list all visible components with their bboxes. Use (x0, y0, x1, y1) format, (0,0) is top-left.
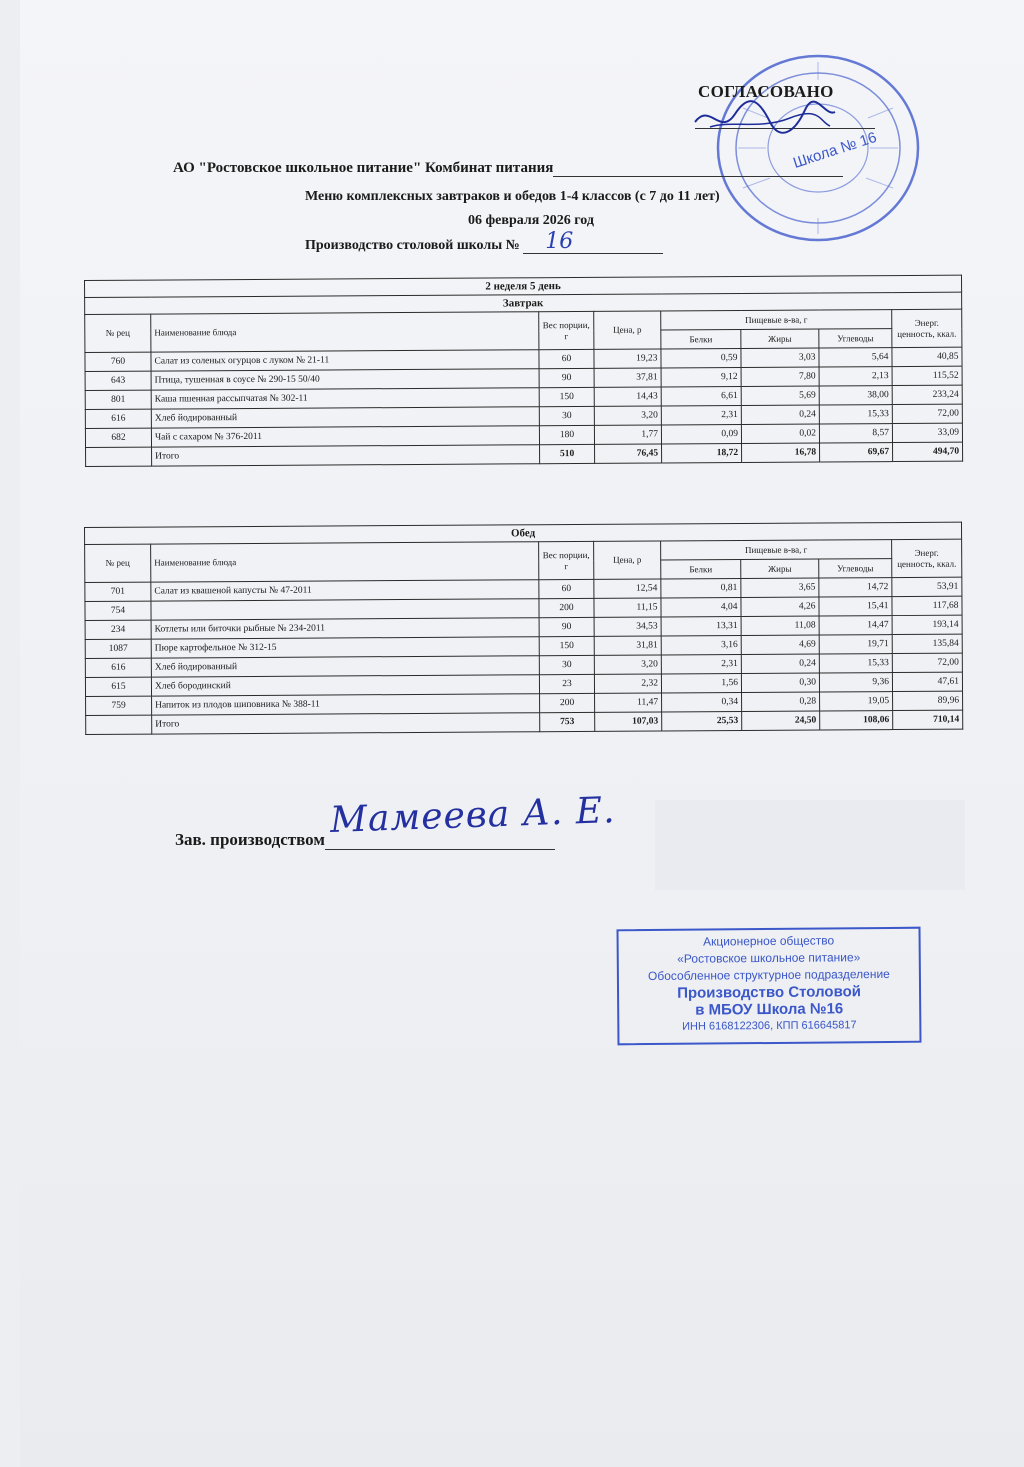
dish-name-cell: Напиток из плодов шиповника № 388-11 (152, 694, 540, 715)
carbs-cell: 15,41 (819, 597, 892, 616)
col-rec-header: № рец (85, 314, 151, 352)
total-price-cell: 76,45 (595, 444, 662, 463)
energy-cell: 117,68 (892, 596, 962, 615)
price-cell: 3,20 (594, 406, 661, 425)
breakfast-table (84, 275, 963, 467)
total-weight-cell: 753 (540, 712, 595, 731)
price-cell: 34,53 (594, 617, 661, 636)
fat-cell: 5,69 (741, 386, 819, 405)
rec-cell: 615 (85, 677, 151, 696)
carbs-cell: 14,47 (819, 616, 892, 635)
col-name-header: Наименование блюда (151, 312, 539, 352)
energy-cell: 135,84 (892, 634, 962, 653)
protein-cell: 0,34 (662, 692, 742, 711)
fat-cell: 0,28 (742, 692, 820, 711)
col-nutrients-header: Пищевые в-ва, г (661, 540, 892, 560)
price-cell: 11,15 (594, 598, 661, 617)
weight-cell: 60 (539, 349, 594, 368)
dish-name-cell: Чай с сахаром № 376-2011 (151, 426, 539, 447)
rec-cell: 643 (85, 371, 151, 390)
lunch-title: Обед (85, 522, 962, 544)
col-fat-header: Жиры (741, 559, 819, 578)
total-fat-cell: 24,50 (742, 711, 820, 730)
col-fat-header: Жиры (741, 329, 819, 348)
carbs-cell: 15,33 (819, 405, 892, 424)
rec-cell: 701 (85, 582, 151, 601)
rec-cell: 1087 (85, 639, 151, 658)
energy-cell: 193,14 (892, 615, 962, 634)
total-energy-cell: 494,70 (893, 442, 963, 461)
stamp-line-1: Акционерное общество (702, 933, 835, 949)
rec-cell: 234 (85, 620, 151, 639)
weight-cell: 90 (539, 368, 594, 387)
fat-cell: 0,24 (741, 654, 819, 673)
protein-cell: 9,12 (661, 367, 741, 386)
rec-cell: 801 (85, 390, 151, 409)
col-price-header: Цена, р (594, 311, 661, 349)
total-protein-cell: 18,72 (662, 443, 742, 462)
energy-cell: 33,09 (892, 423, 962, 442)
fat-cell: 0,02 (741, 424, 819, 443)
protein-cell: 13,31 (661, 616, 741, 635)
protein-cell: 6,61 (661, 386, 741, 405)
weight-cell: 200 (539, 598, 594, 617)
stamp-line-6: ИНН 6168122306, КПП 616645817 (682, 1019, 857, 1033)
faded-stamp-area (655, 800, 965, 890)
production-label: Производство столовой школы № (305, 238, 520, 253)
carbs-cell: 15,33 (819, 654, 892, 673)
energy-cell: 115,52 (892, 366, 962, 385)
total-name-cell: Итого (152, 713, 540, 734)
total-carbs-cell: 69,67 (820, 443, 893, 462)
stamp-line-4: Производство Столовой (677, 983, 862, 1002)
rec-cell: 616 (85, 658, 151, 677)
manager-line (175, 830, 555, 850)
dish-name-cell (151, 599, 539, 620)
protein-cell: 1,56 (661, 673, 741, 692)
manager-signature: Мамеева А. Е. (329, 790, 617, 841)
price-cell: 2,32 (594, 674, 661, 693)
carbs-cell: 2,13 (819, 367, 892, 386)
price-cell: 1,77 (594, 425, 661, 444)
total-rec-cell (86, 715, 152, 734)
price-cell: 19,23 (594, 349, 661, 368)
col-weight-header: Вес порции, г (539, 311, 594, 349)
carbs-cell: 19,71 (819, 635, 892, 654)
carbs-cell: 14,72 (819, 578, 892, 597)
col-protein-header: Белки (661, 329, 741, 348)
dish-name-cell: Хлеб бородинский (151, 675, 539, 696)
production-line (305, 229, 663, 254)
rec-cell: 682 (85, 428, 151, 447)
manager-signature-line (325, 835, 555, 850)
dish-name-cell: Пюре картофельное № 312-15 (151, 637, 539, 658)
approval-signature-icon (690, 92, 840, 142)
total-rec-cell (86, 447, 152, 466)
col-name-header: Наименование блюда (151, 542, 539, 582)
total-energy-cell: 710,14 (893, 710, 963, 729)
col-nutrients-header: Пищевые в-ва, г (661, 310, 892, 330)
breakfast-title: Завтрак (85, 292, 962, 314)
weight-cell: 30 (539, 655, 594, 674)
carbs-cell: 8,57 (819, 424, 892, 443)
energy-cell: 72,00 (892, 404, 962, 423)
fat-cell: 4,26 (741, 597, 819, 616)
rec-cell: 616 (85, 409, 151, 428)
energy-cell: 233,24 (892, 385, 962, 404)
price-cell: 12,54 (594, 579, 661, 598)
breakfast-rows (85, 347, 963, 447)
energy-cell: 53,91 (892, 577, 962, 596)
protein-cell: 3,16 (661, 635, 741, 654)
weight-cell: 23 (539, 674, 594, 693)
price-cell: 3,20 (594, 655, 661, 674)
total-carbs-cell: 108,06 (820, 711, 893, 730)
total-protein-cell: 25,53 (662, 711, 742, 730)
week-day-title: 2 неделя 5 день (85, 275, 962, 297)
protein-cell: 4,04 (661, 597, 741, 616)
price-cell: 14,43 (594, 387, 661, 406)
stamp-line-5: в МБОУ Школа №16 (695, 1000, 844, 1019)
col-price-header: Цена, р (594, 541, 661, 579)
carbs-cell: 5,64 (819, 348, 892, 367)
stamp-line-2: «Ростовское школьное питание» (677, 950, 861, 966)
price-cell: 37,81 (594, 368, 661, 387)
carbs-cell: 9,36 (819, 673, 892, 692)
weight-cell: 30 (539, 406, 594, 425)
protein-cell: 0,81 (661, 578, 741, 597)
fat-cell: 3,65 (741, 578, 819, 597)
energy-cell: 72,00 (892, 653, 962, 672)
carbs-cell: 38,00 (819, 386, 892, 405)
rec-cell: 760 (85, 352, 151, 371)
col-energy-header: Энерг. ценность, ккал. (892, 539, 962, 577)
fat-cell: 7,80 (741, 367, 819, 386)
fat-cell: 0,24 (741, 405, 819, 424)
col-energy-header: Энерг. ценность, ккал. (892, 309, 962, 347)
protein-cell: 0,59 (661, 348, 741, 367)
manager-label: Зав. производством (175, 830, 325, 849)
protein-cell: 2,31 (661, 654, 741, 673)
col-weight-header: Вес порции, г (539, 541, 594, 579)
carbs-cell: 19,05 (820, 692, 893, 711)
total-name-cell: Итого (152, 445, 540, 466)
dish-name-cell: Каша пшенная рассыпчатая № 302-11 (151, 388, 539, 409)
dish-name-cell: Птица, тушенная в соусе № 290-15 50/40 (151, 369, 539, 390)
col-carbs-header: Углеводы (819, 329, 892, 348)
dish-name-cell: Салат из соленых огурцов с луком № 21-11 (151, 350, 539, 371)
energy-cell: 89,96 (893, 691, 963, 710)
seal-school-text: Школа № 16 (791, 128, 879, 172)
dish-name-cell: Котлеты или биточки рыбные № 234-2011 (151, 618, 539, 639)
fat-cell: 4,69 (741, 635, 819, 654)
energy-cell: 47,61 (892, 672, 962, 691)
lunch-table (84, 522, 963, 735)
weight-cell: 150 (539, 387, 594, 406)
total-weight-cell: 510 (540, 444, 595, 463)
weight-cell: 150 (539, 636, 594, 655)
school-number-field (523, 229, 663, 254)
rec-cell: 754 (85, 601, 151, 620)
organization-name: АО "Ростовское школьное питание" Комбинат питания (173, 160, 554, 176)
stamp-line-3: Обособленное структурное подразделение (647, 966, 890, 984)
rec-cell: 759 (86, 696, 152, 715)
weight-cell: 180 (539, 425, 594, 444)
weight-cell: 200 (540, 693, 595, 712)
organization-stamp (616, 927, 921, 1046)
price-cell: 31,81 (594, 636, 661, 655)
total-price-cell: 107,03 (595, 712, 662, 731)
total-fat-cell: 16,78 (742, 443, 820, 462)
energy-cell: 40,85 (892, 347, 962, 366)
fat-cell: 11,08 (741, 616, 819, 635)
col-rec-header: № рец (85, 544, 151, 582)
school-number-handwritten: 16 (545, 229, 574, 254)
price-cell: 11,47 (595, 693, 662, 712)
round-seal-icon (708, 48, 928, 248)
col-carbs-header: Углеводы (819, 559, 892, 578)
dish-name-cell: Хлеб йодированный (151, 407, 539, 428)
weight-cell: 90 (539, 617, 594, 636)
dish-name-cell: Хлеб йодированный (151, 656, 539, 677)
organization-fill-line (553, 162, 843, 177)
organization-line (173, 160, 843, 177)
dish-name-cell: Салат из квашеной капусты № 47-2011 (151, 580, 539, 601)
lunch-rows (85, 577, 963, 715)
menu-date: 06 февраля 2026 год (468, 213, 594, 228)
fat-cell: 3,03 (741, 348, 819, 367)
protein-cell: 0,09 (661, 424, 741, 443)
col-protein-header: Белки (661, 559, 741, 578)
fat-cell: 0,30 (741, 673, 819, 692)
menu-title: Меню комплексных завтраков и обедов 1-4 классов (с 7 до 11 лет) (305, 189, 720, 204)
weight-cell: 60 (539, 579, 594, 598)
approved-label: СОГЛАСОВАНО (698, 82, 834, 101)
protein-cell: 2,31 (661, 405, 741, 424)
